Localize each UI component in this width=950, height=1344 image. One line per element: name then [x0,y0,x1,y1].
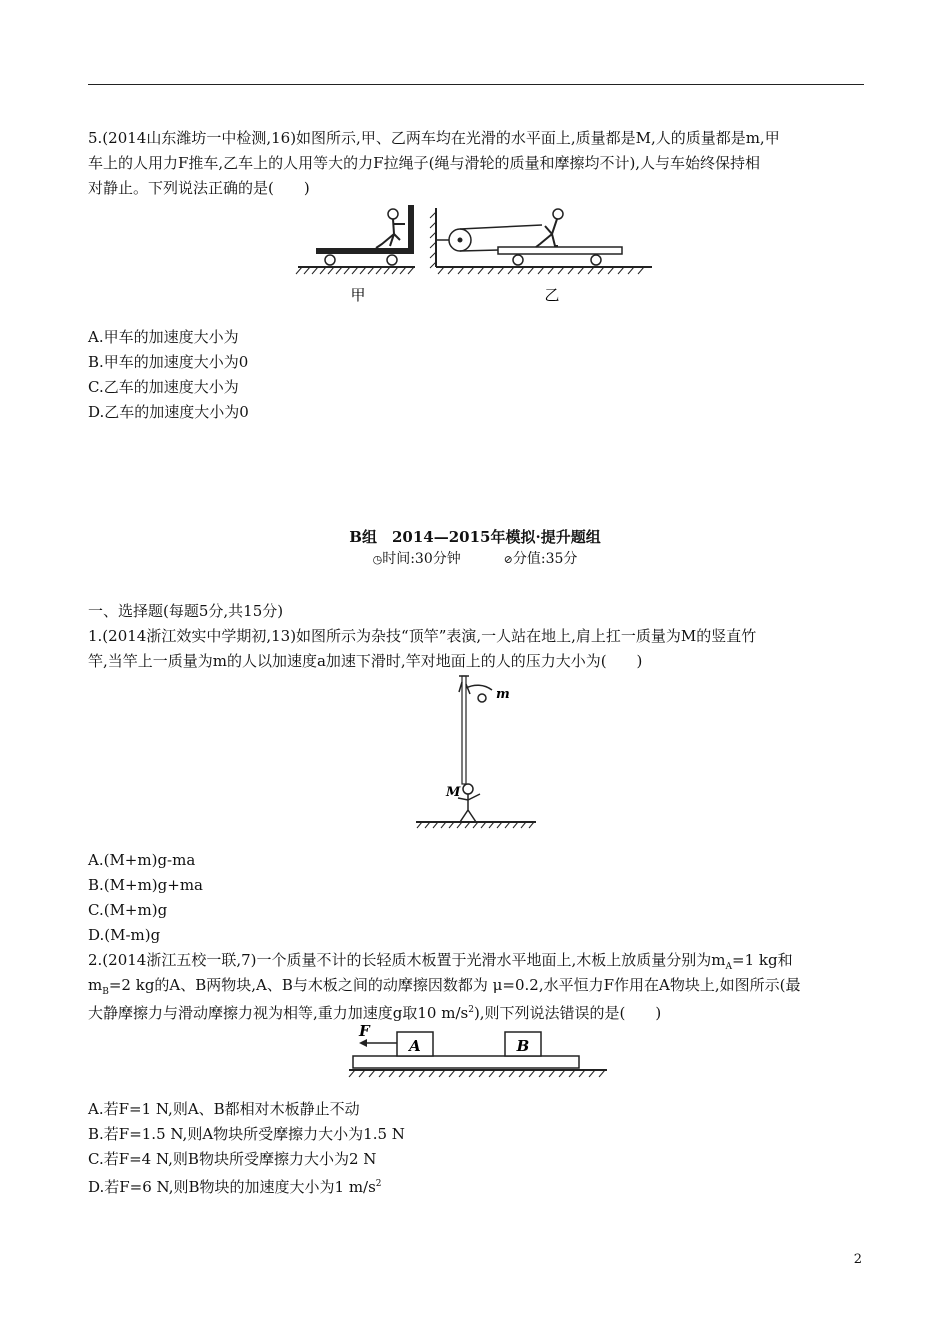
q2-sub-b: B [102,987,109,997]
section-meta [0,548,950,568]
q2-sup-2: 2 [468,1005,474,1015]
q5-text-line3: 对静止。下列说法正确的是( ) [88,179,310,197]
q2-sub-a: A [725,962,732,972]
section-time: 时间:30分钟 [382,551,461,567]
q2-text-line2: $m_B=2$ kg的A、B两物块,A、B与木板之间的动摩擦因数都为 μ=0.2,水平恒力F作用在A物块上,如图所示(最 [88,976,801,997]
q1-option-d: D.(M-m)g [88,926,161,944]
q5-option-c: C.乙车的加速度大小为 [88,378,239,396]
page-number: 2 [853,1252,862,1267]
q5-text-line1: 5.(2014山东潍坊一中检测,16)如图所示,甲、乙两车均在光滑的水平面上,质量都是M,人的质量都是m,甲 [88,129,780,147]
q1-option-a: A.(M+m)g-ma [88,851,196,869]
q5-figure [290,200,660,305]
section-heading: 一、选择题(每题5分,共15分) [88,602,284,620]
check-icon: ⊘ [503,553,513,566]
q2-fig-B: B [516,1037,530,1055]
q5-option-a: A.甲车的加速度大小为 [88,328,239,346]
q2-option-c: C.若F=4 N,则B物块所受摩擦力大小为2 N [88,1150,377,1168]
q1-figure [412,672,542,832]
section-score: 分值:35分 [512,551,578,567]
q1-fig-M: M [446,785,461,800]
q1-text-line1: 1.(2014浙江效实中学期初,13)如图所示为杂技“顶竿”表演,一人站在地上,肩上扛一质量为M的竖直竹 [88,627,757,645]
q5-text-line2: 车上的人用力F推车,乙车上的人用等大的力F拉绳子(绳与滑轮的质量和摩擦均不计),人与车始终保持相 [88,154,761,172]
q2-text-line3: 大静摩擦力与滑动摩擦力视为相等,重力加速度g取10 $m/s^2$),则下列说法错误的是( ) [88,1004,662,1022]
header-rule [88,84,864,85]
q5-option-b: B.甲车的加速度大小为0 [88,353,249,371]
q5-fig-label-a: 甲 [350,286,366,304]
q2-option-d: D.若F=6 N,则B物块的加速度大小为1 $m/s^2$ [88,1178,382,1196]
q2-fig-A: A [409,1037,421,1055]
q5-option-d: D.乙车的加速度大小为0 [88,403,249,421]
section-title: B组 2014—2015年模拟·提升题组 [349,528,601,546]
q1-option-b: B.(M+m)g+ma [88,876,203,894]
q5-fig-label-b: 乙 [544,286,560,304]
q1-option-c: C.(M+m)g [88,901,168,919]
q2-fig-F: F [359,1022,370,1040]
q2-text-line1: 2.(2014浙江五校一联,7)一个质量不计的长轻质木板置于光滑水平地面上,木板上放质量分别为$m_A=1$ kg和 [88,951,793,972]
clock-icon: ◷ [372,553,383,566]
q1-fig-m: m [496,687,510,702]
q2-option-b: B.若F=1.5 N,则A物块所受摩擦力大小为1.5 N [88,1125,405,1143]
q2-figure [345,1020,610,1082]
q2-option-a: A.若F=1 N,则A、B都相对木板静止不动 [88,1100,360,1118]
q2-optd-sup: 2 [375,1179,382,1189]
q1-text-line2: 竿,当竿上一质量为m的人以加速度a加速下滑时,竿对地面上的人的压力大小为( ) [88,652,643,670]
